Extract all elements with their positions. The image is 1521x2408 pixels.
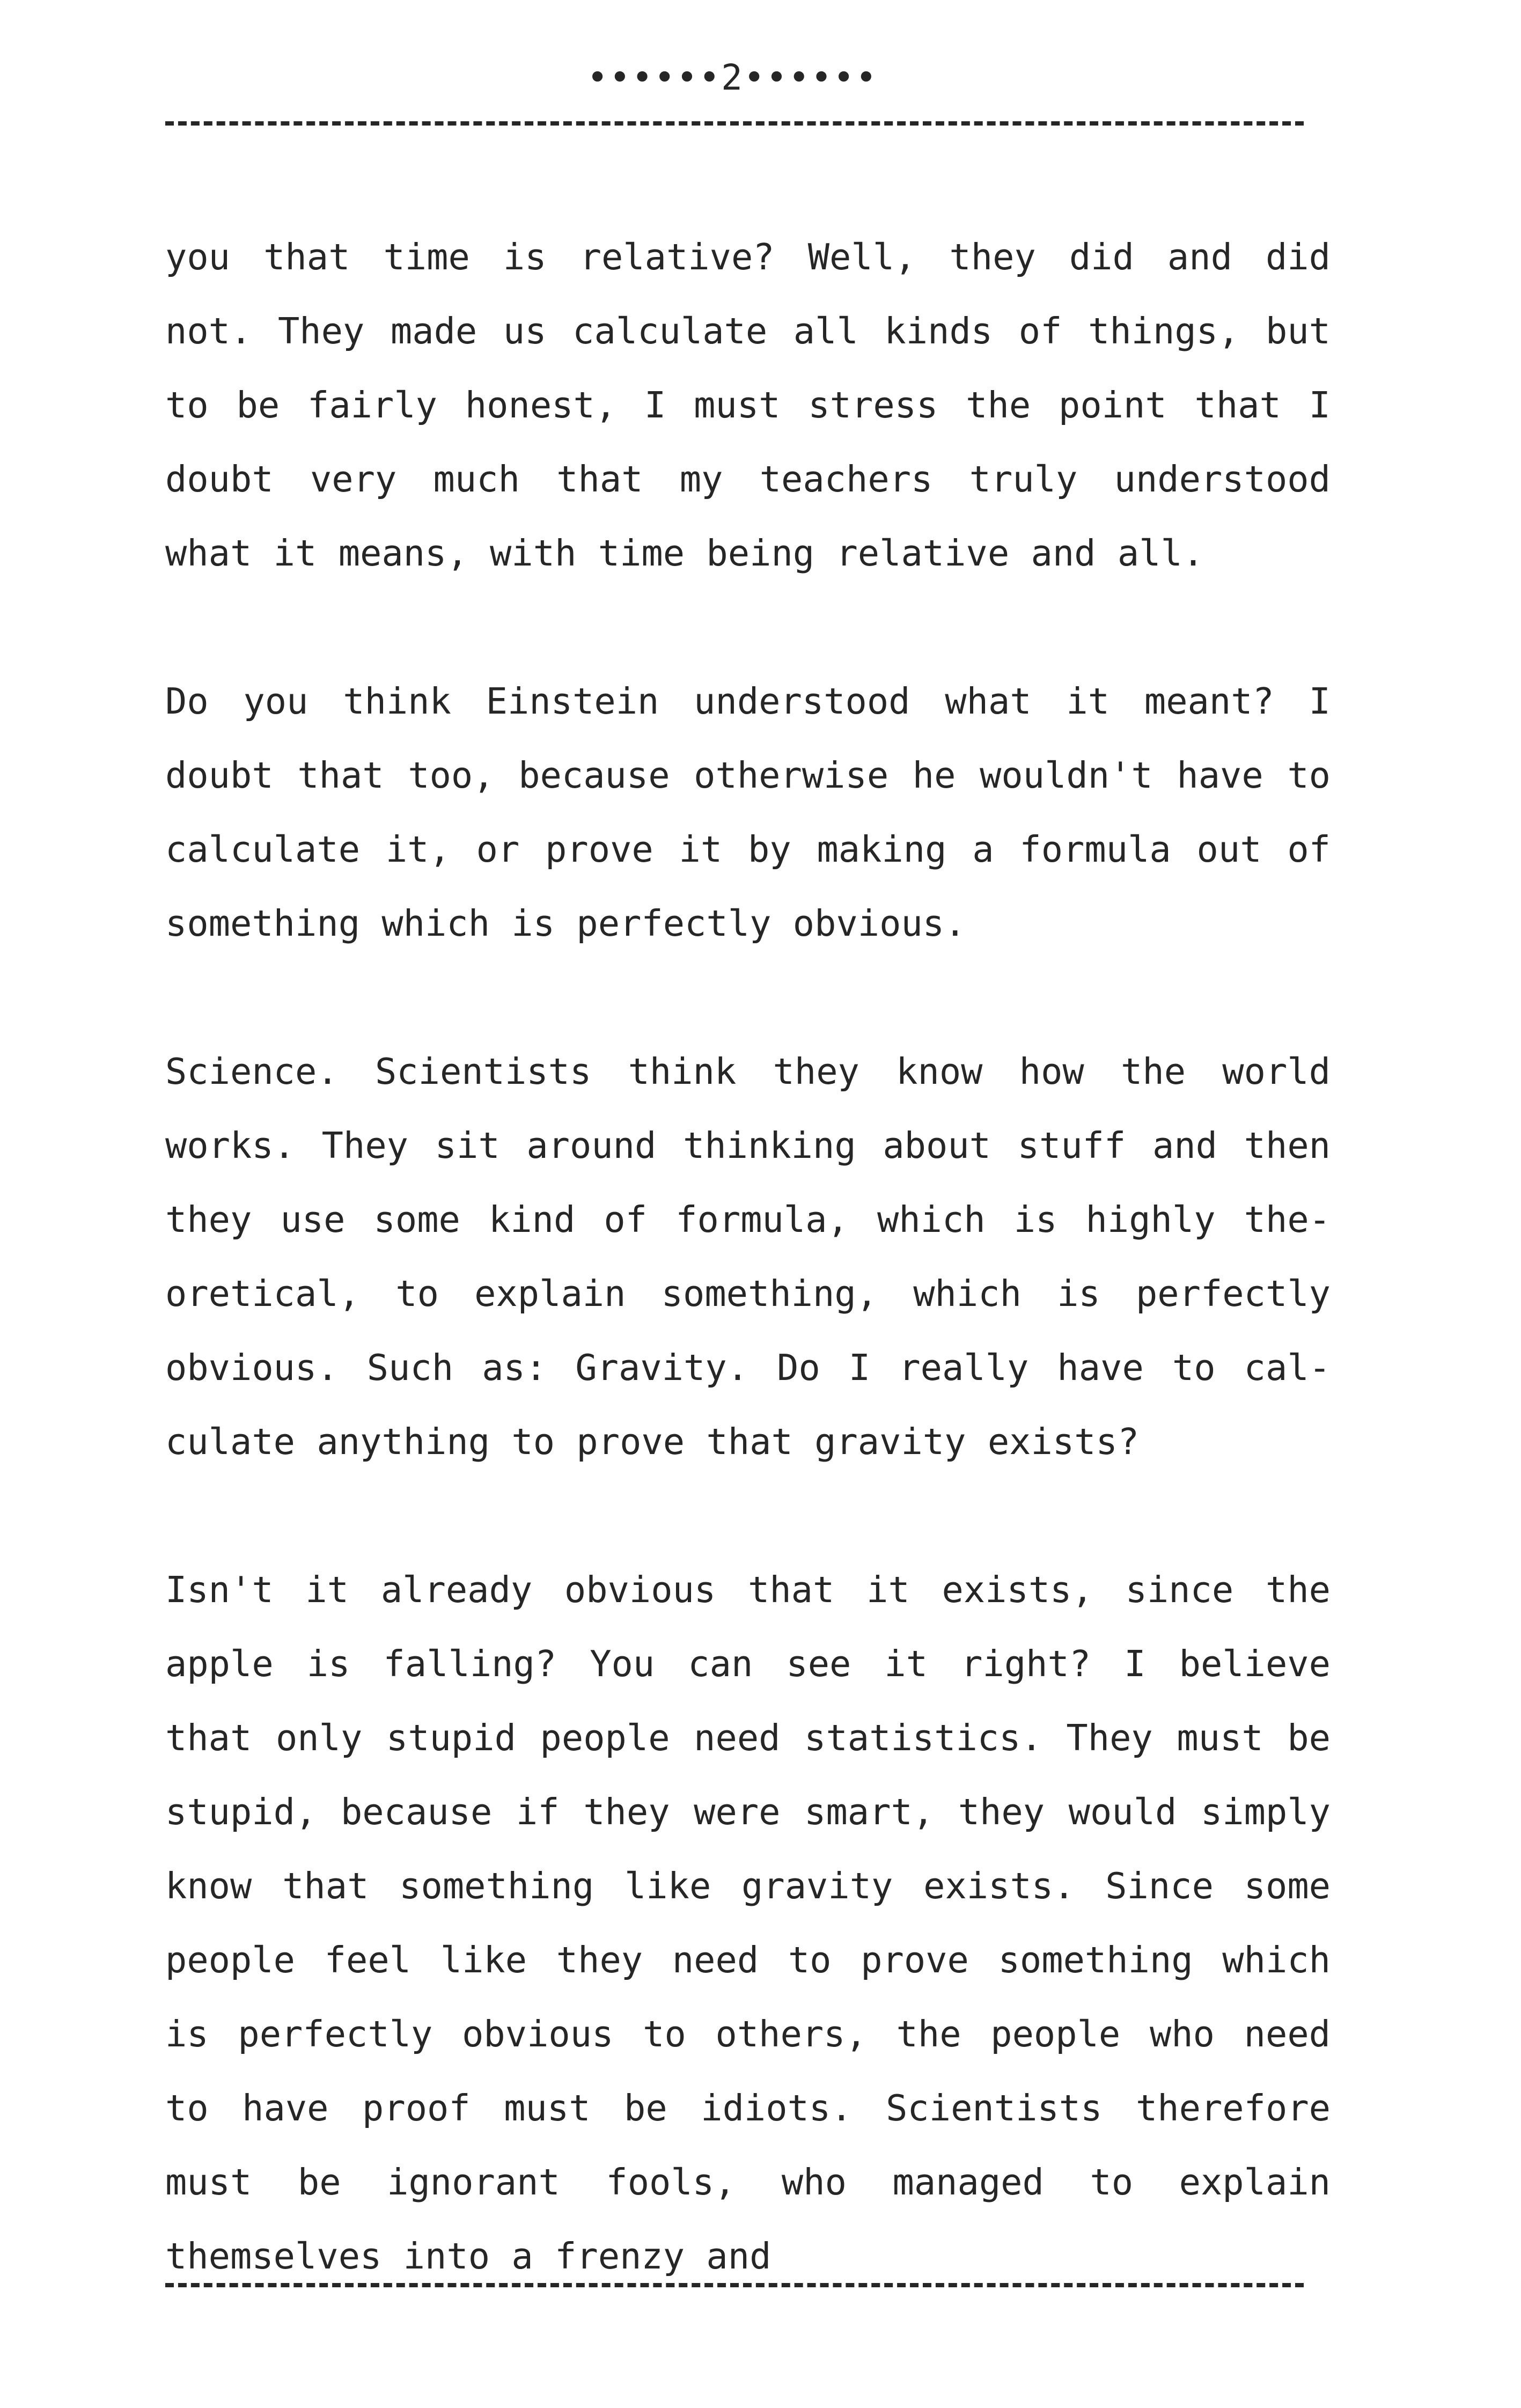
header-divider	[165, 121, 1304, 126]
paragraph-3: Science. Scientists think they know how the world works. They sit around thinking about stuff and then they use some kind of formula, which is highly the- oretical, to explain something, which is perfectly obvious. Such as: Gravity. Do I really have to cal- culate anything to prove that gravity exists?	[165, 1051, 1331, 1463]
paragraph-1: you that time is relative? Well, they did and did not. They made us calculate all kinds of things, but to be fairly honest, I must stress the point that I doubt very much that my teachers truly understood what it means, with time being relative and all.	[165, 236, 1331, 574]
paragraph-2: Do you think Einstein understood what it meant? I doubt that too, because otherwise he wouldn't have to calculate it, or prove it by making a formula out of something which is perfectly obvious.	[165, 680, 1331, 944]
page-number-header: ••••••2••••••	[586, 57, 878, 98]
footer-divider	[165, 2283, 1304, 2287]
paragraph-4: Isn't it already obvious that it exists, since the apple is falling? You can see it right? I believe that only stupid people need statistics. They must be stupid, because if they were smart, they would simply know that something like gravity exists. Since some people feel like they need to prove something which is perfectly obvious to others, the people who need to have proof must be idiots. Scientists therefore must be ignorant fools, who managed to explain themselves into a frenzy and	[165, 1569, 1331, 2277]
body-text	[165, 220, 1331, 2367]
